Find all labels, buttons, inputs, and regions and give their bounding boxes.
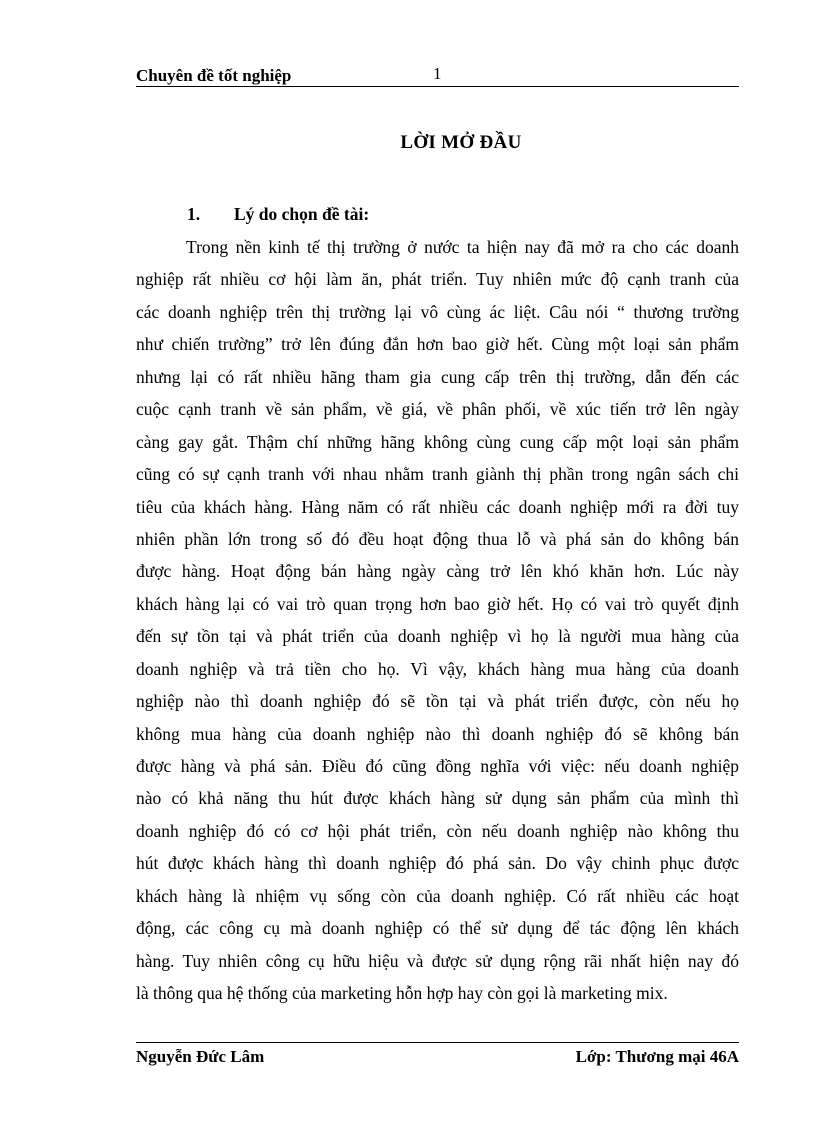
paragraph-line: đến sự tồn tại và phát triển của doanh nghiệp vì họ là người mua hàng của (136, 626, 739, 647)
document-title: LỜI MỞ ĐẦU (400, 132, 522, 153)
section-heading (187, 204, 369, 225)
paragraph-line: được hàng. Hoạt động bán hàng ngày càng trở lên khó khăn hơn. Lúc này (136, 561, 739, 582)
paragraph-line: khách hàng là nhiệm vụ sống còn của doanh nghiệp. Có rất nhiều các hoạt (136, 885, 739, 906)
footer-class: Lớp: Thương mại 46A (575, 1047, 739, 1066)
page-number: 1 (433, 64, 442, 83)
paragraph-line: doanh nghiệp đó có cơ hội phát triển, còn nếu doanh nghiệp nào không thu (136, 820, 739, 841)
paragraph-line: như chiến trường” trở lên đúng đắn hơn bao giờ hết. Cùng một loại sản phẩm (136, 334, 739, 355)
paragraph-line: là thông qua hệ thống của marketing hỗn hợp hay còn gọi là marketing mix. (136, 983, 668, 1004)
body-paragraph (136, 231, 739, 1010)
section-heading-text: Lý do chọn đề tài: (234, 204, 370, 224)
paragraph-line: cũng có sự cạnh tranh với nhau nhằm tranh giành thị phần trong ngân sách chi (136, 464, 739, 485)
page-header (136, 64, 739, 87)
paragraph-line: nào có khả năng thu hút được khách hàng sử dụng sản phẩm của mình thì (136, 788, 739, 809)
section-number: 1. (187, 204, 201, 224)
paragraph-line: cuộc cạnh tranh về sản phẩm, về giá, về phân phối, về xúc tiến trở lên ngày (136, 399, 739, 420)
paragraph-line: nghiệp nào thì doanh nghiệp đó sẽ tồn tại và phát triển được, còn nếu họ (136, 691, 739, 712)
paragraph-line: tiêu của khách hàng. Hàng năm có rất nhiều các doanh nghiệp mới ra đời tuy (136, 496, 739, 517)
paragraph-line: không mua hàng của doanh nghiệp nào thì doanh nghiệp đó sẽ không bán (136, 723, 739, 744)
paragraph-line: Trong nền kinh tế thị trường ở nước ta hiện nay đã mở ra cho các doanh (186, 237, 739, 257)
paragraph-line: nghiệp rất nhiều cơ hội làm ăn, phát triển. Tuy nhiên mức độ cạnh tranh của (136, 269, 739, 290)
paragraph-line: càng gay gắt. Thậm chí những hãng không cùng cung cấp một loại sản phẩm (136, 431, 739, 452)
paragraph-line: nhưng lại có rất nhiều hãng tham gia cung cấp trên thị trường, dẫn đến các (136, 366, 739, 387)
paragraph-line: hút được khách hàng thì doanh nghiệp đó phá sản. Do vậy chinh phục được (136, 853, 739, 874)
header-title: Chuyên đề tốt nghiệp (136, 66, 292, 85)
paragraph-line: hàng. Tuy nhiên công cụ hữu hiệu và được sử dụng rộng rãi nhất hiện nay đó (136, 950, 739, 971)
paragraph-line: được hàng và phá sản. Điều đó cũng đồng nghĩa với việc: nếu doanh nghiệp (136, 756, 739, 776)
footer-author: Nguyễn Đức Lâm (136, 1047, 265, 1066)
paragraph-line: khách hàng lại có vai trò quan trọng hơn bao giờ hết. Họ có vai trò quyết định (136, 593, 739, 614)
page-footer (136, 1042, 739, 1069)
paragraph-line: doanh nghiệp và trả tiền cho họ. Vì vậy, khách hàng mua hàng của doanh (136, 658, 739, 679)
paragraph-line: động, các công cụ mà doanh nghiệp có thể sử dụng để tác động lên khách (136, 918, 739, 939)
paragraph-line: các doanh nghiệp trên thị trường lại vô cùng ác liệt. Câu nói “ thương trường (136, 301, 739, 322)
paragraph-line: nhiên phần lớn trong số đó đều hoạt động thua lỗ và phá sản do không bán (136, 528, 739, 549)
